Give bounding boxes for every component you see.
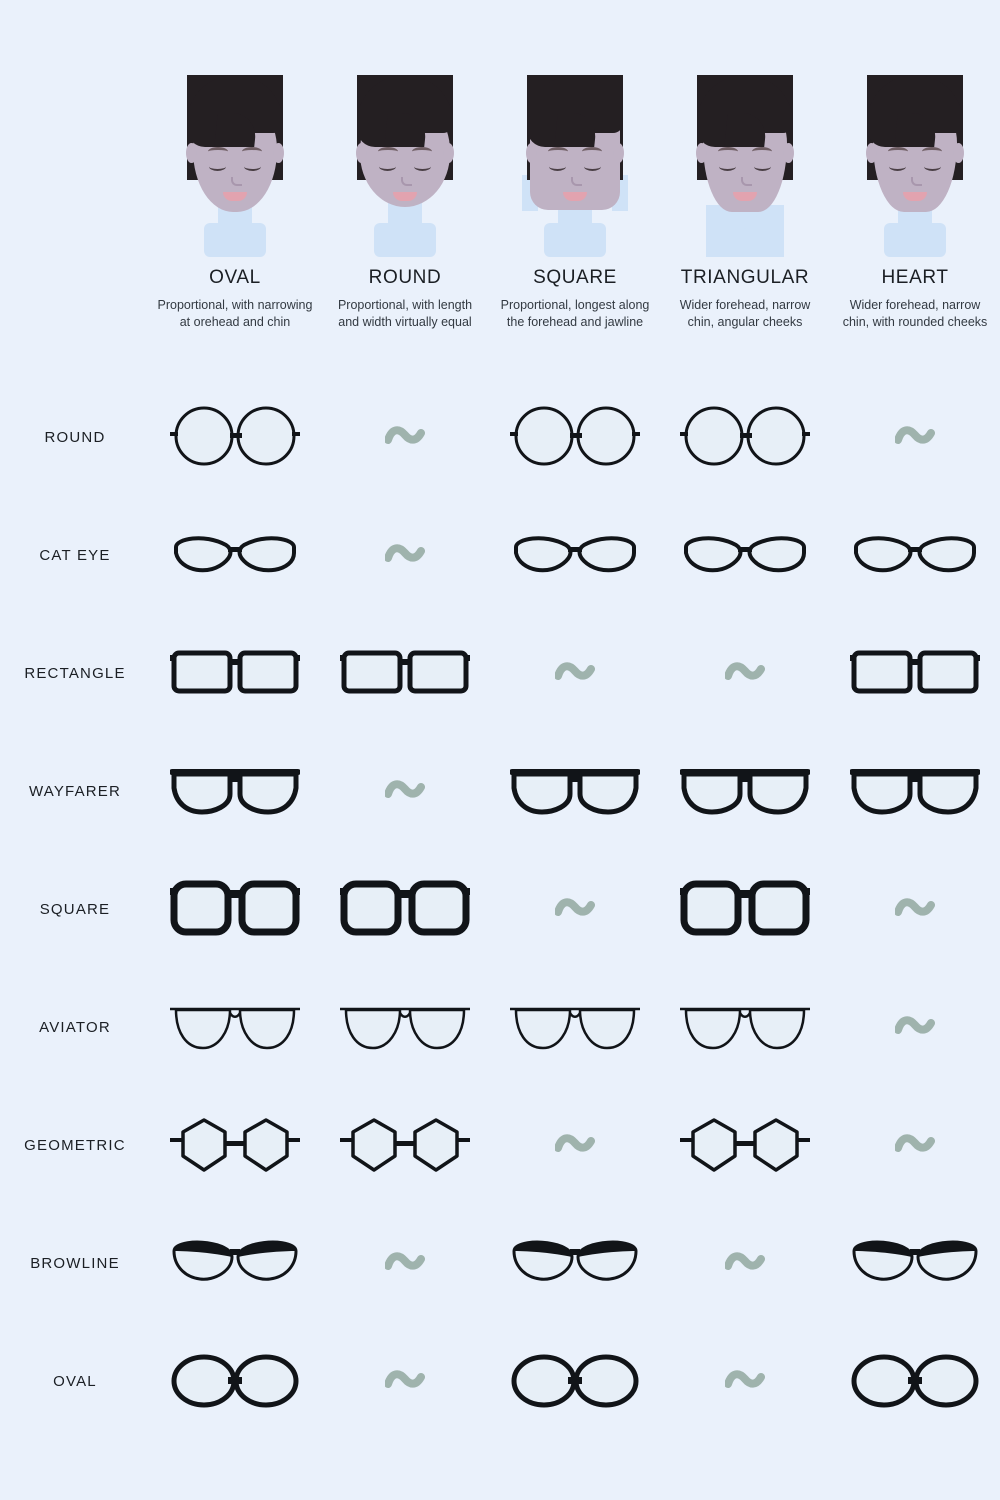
- glasses-square-icon: [660, 850, 830, 968]
- glasses-oval-icon: [490, 1322, 660, 1440]
- not-recommended-squiggle-icon: [830, 850, 1000, 968]
- glasses-wayfarer-icon: [150, 732, 320, 850]
- glasses-wayfarer-icon: [660, 732, 830, 850]
- frame-type-label: WAYFARER: [28, 782, 122, 800]
- matrix-row: [0, 378, 1000, 496]
- glasses-cateye-icon: [490, 496, 660, 614]
- glasses-geometric-icon: [150, 1086, 320, 1204]
- face-shape-name: HEART: [881, 267, 949, 288]
- matrix-row: [0, 1086, 1000, 1204]
- not-recommended-squiggle-icon: [320, 1322, 490, 1440]
- glasses-square-icon: [150, 850, 320, 968]
- glasses-aviator-icon: [660, 968, 830, 1086]
- header-spacer: [0, 55, 150, 365]
- frame-type-label: OVAL: [53, 1372, 97, 1390]
- matrix-row: [0, 496, 1000, 614]
- frame-compatibility-matrix: [0, 378, 1000, 1440]
- not-recommended-squiggle-icon: [660, 614, 830, 732]
- face-column-square: [490, 55, 660, 365]
- glasses-square-icon: [320, 850, 490, 968]
- matrix-row: [0, 968, 1000, 1086]
- glasses-round-icon: [150, 378, 320, 496]
- glasses-aviator-icon: [490, 968, 660, 1086]
- face-shape-description: Proportional, with length and width virtually equal: [337, 298, 473, 329]
- glasses-round-icon: [490, 378, 660, 496]
- not-recommended-squiggle-icon: [490, 850, 660, 968]
- not-recommended-squiggle-icon: [490, 1086, 660, 1204]
- glasses-oval-icon: [830, 1322, 1000, 1440]
- frame-type-label: RECTANGLE: [24, 664, 126, 682]
- glasses-oval-icon: [150, 1322, 320, 1440]
- glasses-geometric-icon: [660, 1086, 830, 1204]
- glasses-cateye-icon: [660, 496, 830, 614]
- face-shape-name: TRIANGULAR: [680, 267, 810, 288]
- face-column-heart: [830, 55, 1000, 365]
- face-heart-icon: [840, 55, 990, 255]
- matrix-row: [0, 850, 1000, 968]
- not-recommended-squiggle-icon: [320, 732, 490, 850]
- face-column-triangular: [660, 55, 830, 365]
- frame-type-label: CAT EYE: [39, 546, 111, 564]
- glasses-aviator-icon: [320, 968, 490, 1086]
- face-triangular-icon: [670, 55, 820, 255]
- matrix-row: [0, 1322, 1000, 1440]
- matrix-row: [0, 614, 1000, 732]
- frame-type-label: AVIATOR: [39, 1018, 111, 1036]
- glasses-rectangle-icon: [830, 614, 1000, 732]
- face-column-oval: [150, 55, 320, 365]
- face-shape-description: Proportional, longest along the forehead and jawline: [500, 298, 650, 329]
- glasses-rectangle-icon: [150, 614, 320, 732]
- not-recommended-squiggle-icon: [660, 1204, 830, 1322]
- face-shape-header-row: [0, 55, 1000, 365]
- matrix-row: [0, 1204, 1000, 1322]
- glasses-cateye-icon: [830, 496, 1000, 614]
- glasses-geometric-icon: [320, 1086, 490, 1204]
- not-recommended-squiggle-icon: [830, 1086, 1000, 1204]
- matrix-row: [0, 732, 1000, 850]
- not-recommended-squiggle-icon: [320, 1204, 490, 1322]
- face-shape-name: SQUARE: [533, 267, 617, 288]
- frame-type-label: BROWLINE: [30, 1254, 120, 1272]
- not-recommended-squiggle-icon: [320, 378, 490, 496]
- face-oval-icon: [160, 55, 310, 255]
- not-recommended-squiggle-icon: [490, 614, 660, 732]
- glasses-browline-icon: [490, 1204, 660, 1322]
- glasses-browline-icon: [830, 1204, 1000, 1322]
- glasses-rectangle-icon: [320, 614, 490, 732]
- glasses-wayfarer-icon: [830, 732, 1000, 850]
- frame-type-label: GEOMETRIC: [24, 1136, 126, 1154]
- face-square-icon: [500, 55, 650, 255]
- not-recommended-squiggle-icon: [320, 496, 490, 614]
- glasses-wayfarer-icon: [490, 732, 660, 850]
- glasses-cateye-icon: [150, 496, 320, 614]
- glasses-round-icon: [660, 378, 830, 496]
- frame-type-label: SQUARE: [39, 900, 111, 918]
- face-shape-name: OVAL: [209, 267, 261, 288]
- face-column-round: [320, 55, 490, 365]
- not-recommended-squiggle-icon: [660, 1322, 830, 1440]
- not-recommended-squiggle-icon: [830, 968, 1000, 1086]
- face-shape-description: Wider forehead, narrow chin, angular cheeks: [679, 298, 811, 329]
- not-recommended-squiggle-icon: [830, 378, 1000, 496]
- face-shape-description: Proportional, with narrowing at orehead and chin: [157, 298, 313, 329]
- face-shape-description: Wider forehead, narrow chin, with rounded cheeks: [842, 298, 988, 329]
- frame-type-label: ROUND: [44, 428, 106, 446]
- face-round-icon: [330, 55, 480, 255]
- glasses-aviator-icon: [150, 968, 320, 1086]
- face-shape-name: ROUND: [368, 267, 442, 288]
- glasses-browline-icon: [150, 1204, 320, 1322]
